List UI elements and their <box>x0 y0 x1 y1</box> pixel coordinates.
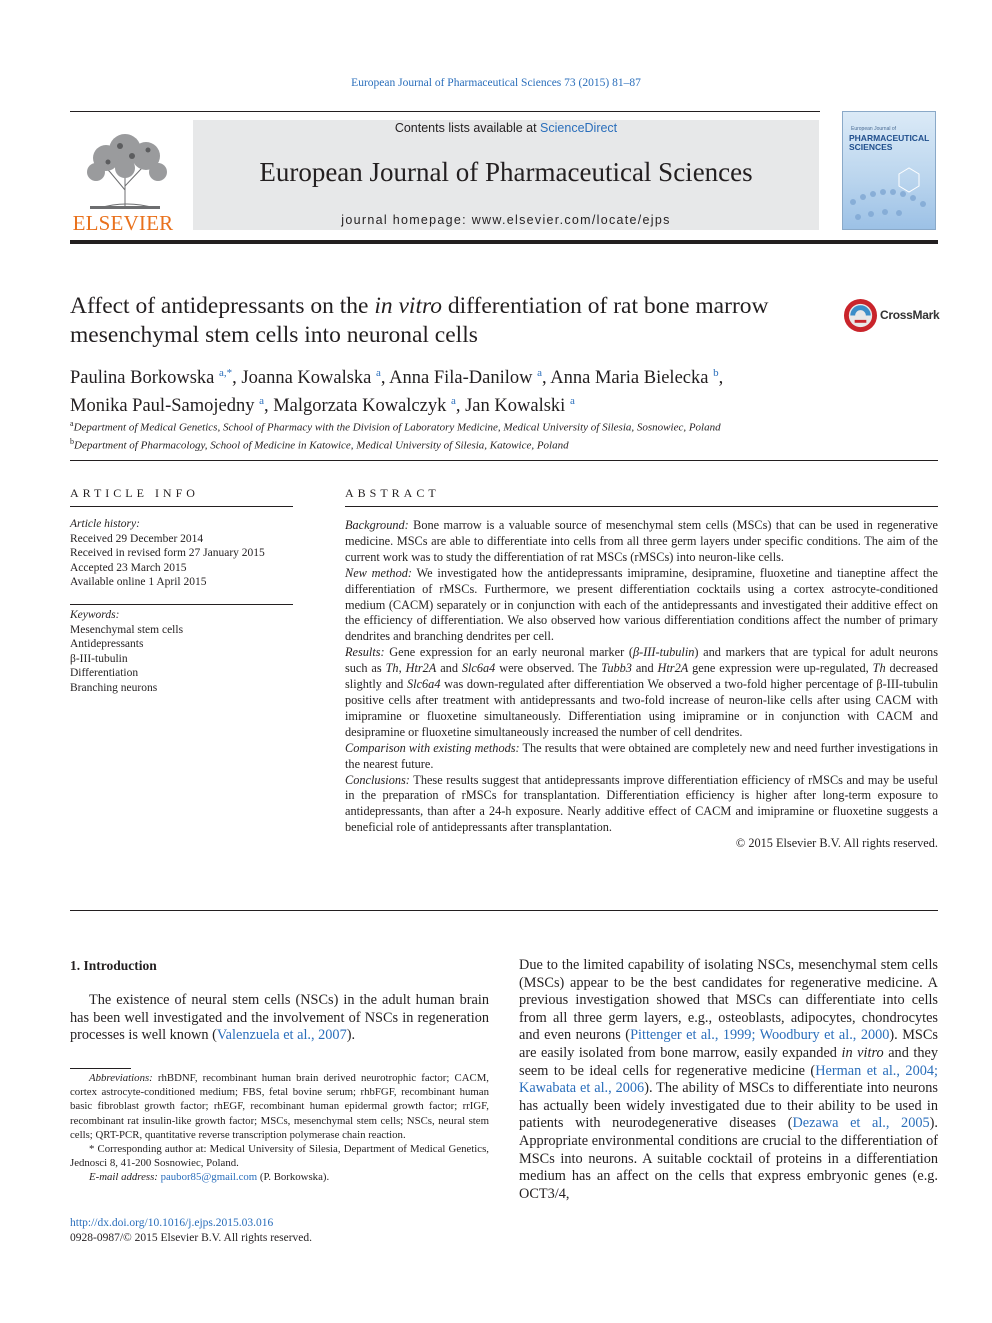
intro-paragraph-col2: Due to the limited capability of isolating NSCs, mesenchymal stem cells (MSCs) appear to be the best candidates for regenerative medicine. A previous investigation showed that MSCs can differentiate into cells from all three germ layers, e.g., osteoblasts, adipocytes, chondrocytes and even neurons (Pittenger et al., 1999; Woodbury et al., 2000). MSCs are easily isolated from bone marrow, easily expanded in vitro and they seem to be ideal cells for regenerative medicine (Herman et al., 2004; Kawabata et al., 2006). The ability of MSCs to differentiate into neurons has actually been widely investigated due to their ability to be used in patients with neurodegenerative diseases (Dezawa et al., 2005). Appropriate environmental conditions are crucial to the differentiation of MSCs into neurons. A suitable cocktail of proteins in a differentiation medium has an affect on the cells that express embryonic genes (e.g. OCT3/4, <box>519 957 939 1202</box>
intro-heading: 1. Introduction <box>70 958 157 973</box>
abstract-comparison: Comparison with existing methods: The results that were obtained are completely new and need further investigations in the nearest future. <box>345 740 938 771</box>
history-item: Available online 1 April 2015 <box>70 576 207 588</box>
email-link[interactable]: paubor85@gmail.com <box>160 1171 258 1184</box>
keywords-label: Keywords: <box>70 609 120 621</box>
footnote-rule <box>70 1068 131 1069</box>
keyword: Antidepressants <box>70 638 144 650</box>
doi-block <box>70 1216 312 1245</box>
footnote-email: E-mail address: paubor85@gmail.com (P. Borkowska). <box>89 1171 330 1184</box>
author[interactable]: Joanna Kowalska $^a$ <box>241 367 381 389</box>
article-info-rule <box>70 506 293 507</box>
keywords <box>70 608 293 695</box>
abstract-copyright: © 2015 Elsevier B.V. All rights reserved. <box>735 836 938 851</box>
keyword: Mesenchymal stem cells <box>70 623 184 636</box>
reference-link[interactable]: Pittenger et al., 1999; Woodbury et al., 2000 <box>630 1027 890 1044</box>
author[interactable]: Anna Maria Bielecka $^b$ <box>550 367 719 389</box>
abstract-background: Background: Bone marrow is a valuable source of mesenchymal stem cells (MSCs) that can be used in regenerative medicine. MSCs are able to differentiate into cells from all three germ layers under specific conditions. The aim of the current work was to study the differentiation of rat MSCs (rMSCs) into neuron-like cells. <box>345 518 938 564</box>
article-title: Affect of antidepressants on the in vitro differentiation of rat bone marrow mesenchymal stem cells into neuronal cells <box>70 293 769 348</box>
author-list: Paulina Borkowska $^{a,*}$, Joanna Kowalska $^a$, Anna Fila-Danilow $^a$, Anna Maria Bielecka $^b$, Monika Paul-Samojedny $^a$, Malgorzata Kowalczyk $^a$, Jan Kowalski $^a$ <box>70 367 724 417</box>
abstract-results: Results: Gene expression for an early neuronal marker (β-III-tubulin) and markers that are typical for adult neurons such as Th, Htr2A and Slc6a4 were observed. The Tubb3 and Htr2A gene expression were up-regulated, Th decreased slightly and Slc6a4 was down-regulated after differentiation We observed a two-fold higher percentage of β-III-tubulin positive cells after treatment with antidepressants and two-fold increase of neuron-like cells after using CACM with imipramine or fluoxetine simultaneously. Differentiation using imipramine or in conjunction with CACM and desipramine or fluoxetine simultaneously increased the number of cell dendrites. <box>345 645 938 739</box>
footnote-abbreviations: Abbreviations: rhBDNF, recombinant human brain derived neurotrophic factor; CACM, cortex astrocyte-conditioned medium; FBS, fetal bovine serum; rhbFGF, recombinant human basic fibroblast growth factor; rhEGF, recombinant human epidermal growth factor; rrIGF, recombinant rat insulin-like growth factor; MSCs, mesenchymal stem cells; NSCs, neural stem cells; QRT-PCR, quantitative reverse transcription polymerase chain reaction. <box>70 1072 489 1141</box>
sciencedirect-link[interactable]: ScienceDirect <box>540 121 618 135</box>
abstract-conclusions: Conclusions: These results suggest that antidepressants improve differentiation efficiency of rMSCs and may be useful in the preparation of rMSCs for transplantation. Differentiation efficiency is higher after long-term exposure to antidepressants, than after a 24-h exposure. Nearly additive effect of CACM and imipramine or fluoxetine suggests a beneficial role of antidepressants after transplantation. <box>345 772 938 835</box>
author[interactable]: Paulina Borkowska $^{a,*}$ <box>70 367 233 389</box>
section-rule <box>70 910 938 911</box>
reference-link[interactable]: Dezawa et al., 2005 <box>792 1115 930 1132</box>
cover-title: PHARMACEUTICAL SCIENCES <box>849 133 930 152</box>
cover-subtitle: European Journal of <box>851 126 897 132</box>
keyword: Differentiation <box>70 667 139 679</box>
history-item: Received 29 December 2014 <box>70 532 204 545</box>
article-history <box>70 517 293 590</box>
journal-cover-thumbnail[interactable] <box>842 111 936 230</box>
issn-line: 0928-0987/© 2015 Elsevier B.V. All rights reserved. <box>70 1231 313 1244</box>
reference-link[interactable]: Valenzuela et al., 2007 <box>216 1027 347 1044</box>
article-info-heading: ARTICLE INFO <box>70 486 199 500</box>
cover-molecule-icon <box>843 162 936 230</box>
crossmark-icon[interactable] <box>843 298 878 333</box>
author[interactable]: Anna Fila-Danilow $^a$ <box>389 367 543 389</box>
crossmark-label[interactable]: CrossMark <box>880 308 940 322</box>
header-thick-rule <box>70 240 938 244</box>
elsevier-wordmark: ELSEVIER <box>72 211 174 235</box>
journal-homepage[interactable]: journal homepage: www.elsevier.com/locate/ejps <box>341 213 671 227</box>
header-rule <box>70 111 820 112</box>
author[interactable]: Jan Kowalski $^a$ <box>465 395 575 417</box>
keyword: Branching neurons <box>70 681 158 694</box>
reference-link[interactable]: Herman et al., 2004; Kawabata et al., 2006 <box>519 1062 938 1097</box>
abstract-rule <box>345 506 938 507</box>
abstract-body <box>345 518 938 852</box>
history-item: Received in revised form 27 January 2015 <box>70 547 265 559</box>
abstract-new-method: New method: We investigated how the antidepressants imipramine, desipramine, fluoxetine and tianeptine affect the differentiation of rMSCs. Furthermore, we present differentiation cocktails using a cortex astrocyte-conditioned medium (CACM) separately or in conjunction with each of the antidepressants and investigated their additive effect on the efficiency of differentiation. We also observed how various differentiation conditions affect the number of primary dendrites and branching dendrites per cell. <box>345 565 938 644</box>
affiliation: $^a$Department of Medical Genetics, School of Pharmacy with the Division of Laboratory Medicine, Medical University of Silesia, Sosnowiec, Poland <box>70 419 721 434</box>
keywords-rule <box>70 604 293 605</box>
affiliations <box>70 417 930 453</box>
abstract-heading: ABSTRACT <box>345 486 440 500</box>
history-item: Accepted 23 March 2015 <box>70 561 187 574</box>
footnote-corresponding: * Corresponding author at: Medical University of Silesia, Department of Medical Genetics, Jednosci 8, 41-200 Sosnowiec, Poland. <box>70 1143 489 1170</box>
section-rule <box>70 460 938 461</box>
journal-title: European Journal of Pharmaceutical Sciences <box>259 157 753 187</box>
affiliation: $^b$Department of Pharmacology, School of Medicine in Katowice, Medical University of Silesia, Katowice, Poland <box>70 437 569 452</box>
history-label: Article history: <box>70 518 140 530</box>
intro-paragraph: The existence of neural stem cells (NSCs) in the adult human brain has been well investigated and the involvement of NSCs in regeneration processes is well known (Valenzuela et al., 2007). <box>70 992 489 1044</box>
author[interactable]: Monika Paul-Samojedny $^a$ <box>70 395 264 417</box>
journal-citation[interactable]: European Journal of Pharmaceutical Sciences 73 (2015) 81–87 <box>351 77 641 89</box>
doi-link[interactable]: http://dx.doi.org/10.1016/j.ejps.2015.03.016 <box>70 1217 274 1229</box>
author[interactable]: Malgorzata Kowalczyk $^a$ <box>273 395 456 417</box>
keyword: β-III-tubulin <box>70 652 128 665</box>
contents-line: Contents lists available at ScienceDirect <box>394 121 618 135</box>
footnotes <box>70 1071 489 1185</box>
